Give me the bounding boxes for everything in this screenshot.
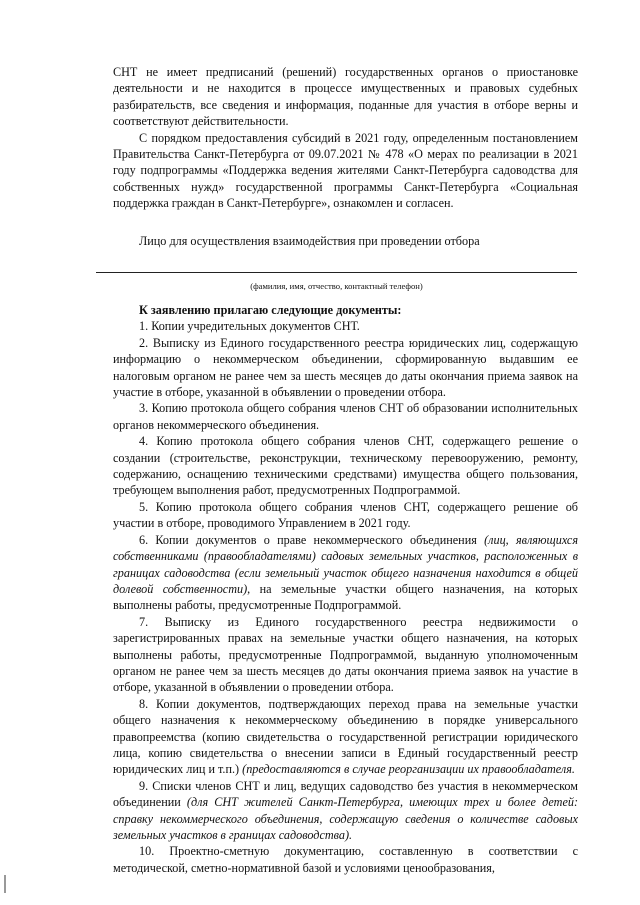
signature-line: [96, 272, 577, 273]
contact-person-label: Лицо для осуществления взаимодействия при проведении отбора: [139, 234, 480, 248]
consent-paragraph: С порядком предоставления субсидий в 2021 году, определенным постановлением Правительства Санкт-Петербурга от 09.07.2021 № 478 «О мерах по реализации в 2021 году подпрограммы «Поддержка ведения жителями Санкт-Петербурга садоводства для собственных нужд» государственной программы Санкт-Петербурга «Социальная поддержка граждан в Санкт-Петербурге», ознакомлен и согласен.: [113, 130, 578, 211]
attachment-item-9-note: (для СНТ жителей Санкт-Петербурга, имеющих трех и более детей: справку некоммерческого объединения, содержащую сведения о количестве садовых земельных участков в границах садоводства).: [113, 795, 579, 842]
attachment-item-3: 3. Копию протокола общего собрания членов СНТ об образовании исполнительных органов некоммерческого объединения.: [113, 401, 578, 432]
attachment-item-1: 1. Копии учредительных документов СНТ.: [139, 319, 360, 334]
attachment-item-6-tail: , на земельные участки общего назначения, на которых выполнены работы, предусмотренные Подпрограммой.: [113, 581, 578, 613]
statement-section: [113, 64, 578, 212]
attachment-item-8: [113, 696, 578, 778]
attachment-item-9-text: 9. Списки членов СНТ и лиц, ведущих садоводство без участия в некоммерческом объединении: [113, 778, 578, 810]
attachment-item-9: [113, 778, 578, 844]
scan-edge-mark: [4, 875, 6, 893]
attachments-heading: К заявлению прилагаю следующие документы:: [139, 303, 402, 317]
attachment-item-6-text: 6. Копии документов о праве некоммерческого объединения: [139, 532, 485, 547]
attachment-item-7: 7. Выписку из Единого государственного реестра недвижимости о зарегистрированных правах на земельные участки общего назначения, на которых выполнены работы, предусмотренные Подпрограммой, выданную уполномоченным органом не ранее чем за шесть месяцев до даты окончания приема заявок на участие в отборе, указанной в объявлении о проведении отбора.: [113, 614, 578, 695]
signature-caption: (фамилия, имя, отчество, контактный телефон): [250, 281, 423, 291]
statement-paragraph: СНТ не имеет предписаний (решений) государственных органов о приостановке деятельности и не находится в процессе имущественных и правовых судебных разбирательств, все сведения и информация, поданные для участия в отборе верны и соответствуют действительности.: [113, 65, 578, 129]
attachment-item-8-note: (предоставляются в случае реорганизации их правообладателя.: [242, 762, 575, 777]
attachment-item-6-note: (лиц, являющихся собственниками (правообладателями) садовых земельных участков, расположенных в границах садоводства (если земельный участок общего назначения находится в общей долевой собственности): [113, 532, 578, 596]
attachment-item-10: 10. Проектно-сметную документацию, составленную в соответствии с методической, сметно-нормативной базой и условиями ценообразования,: [113, 844, 578, 875]
attachment-item-8-text: 8. Копии документов, подтверждающих переход права на земельные участки общего назначения к некоммерческому объединению в порядке универсального правопреемства (копию свидетельства о государственной регистрации юридического лица, копию свидетельства о внесении записи в Единый государственный реестр юридических лиц и т.п.): [113, 696, 578, 777]
attachment-item-2: 2. Выписку из Единого государственного реестра юридических лиц, содержащую информацию о некоммерческом объединении, сформированную выдавшим ее налоговым органом не ранее чем за шесть месяцев до даты окончания приема заявок на участие в отборе, указанной в объявлении о проведении отбора.: [113, 335, 578, 400]
attachments-section: [113, 302, 578, 876]
attachment-item-5: 5. Копию протокола общего собрания членов СНТ, содержащего решение об участии в отборе, проводимого Управлением в 2021 году.: [113, 499, 578, 531]
attachment-item-6: [113, 532, 578, 614]
attachment-item-4: 4. Копию протокола общего собрания членов СНТ, содержащего решение о создании (строительстве, реконструкции, техническому перевооружению, ремонту, содержанию, оснащению техническими средствами) имущества общего пользования, требующем выполнения работ, предусмотренных Подпрограммой.: [113, 434, 578, 498]
